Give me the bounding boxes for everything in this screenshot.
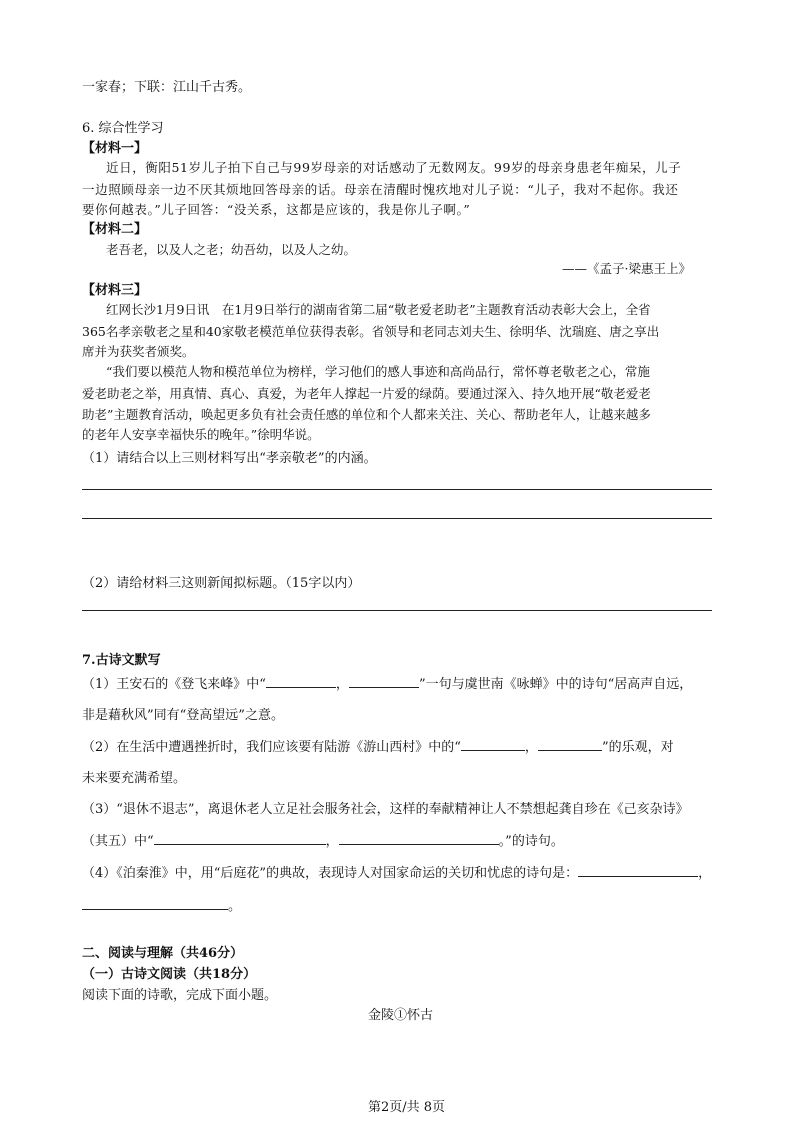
q7-item3-text-c: ， [325, 834, 339, 849]
q7-item3-line1: （3）“退休不退志”，离退休老人立足社会服务社会，这样的奉献精神让人不禁想起龚自珍在《己亥杂诗》 [82, 802, 689, 817]
material2-source: ——《孟子·梁惠王上》 [562, 261, 691, 276]
material3-line-1: 红网长沙1月9日讯 在1月9日举行的湖南省第二届“敬老爱老助老”主题教育活动表彰大会上，全省 [106, 302, 651, 317]
material3-label: 【材料三】 [82, 283, 148, 298]
q7-item1-text-b: ， [335, 677, 349, 692]
section2-instruction: 阅读下面的诗歌，完成下面小题。 [82, 988, 278, 1003]
q7-item4-line1 [82, 862, 711, 881]
material1-line-2: 一边照顾母亲一边不厌其烦地回答母亲的话。母亲在清醒时愧疚地对儿子说：“儿子，我对不起你。我还 [82, 182, 679, 197]
material3-line-5: 爱老助老之举，用真情、真心、真爱，为老年人撑起一片爱的绿荫。要通过深入、持久地开展“敬老爱老 [82, 386, 651, 401]
fill-blank[interactable] [154, 832, 326, 845]
q7-item4-text-b: ， [698, 866, 712, 881]
fill-blank[interactable] [349, 675, 419, 688]
q7-item2-text-b: ， [524, 740, 538, 755]
q7-item4-text-c: 。 [228, 899, 242, 914]
q7-item1-line2: 非是藉秋风”同有“登高望远”之意。 [82, 708, 284, 723]
poem-title: 金陵①怀古 [368, 1008, 434, 1023]
material1-line-1: 近日，衡阳51岁儿子拍下自己与99岁母亲的对话感动了无数网友。99岁的母亲身患老年痴呆，儿子 [106, 160, 682, 175]
fill-blank[interactable] [461, 738, 525, 751]
material3-line-2: 365名孝亲敬老之星和40家敬老模范单位获得表彰。省领导和老同志刘夫生、徐明华、沈瑞庭、唐之享出 [82, 324, 660, 339]
top-line: 一家春；下联：江山千古秀。 [82, 80, 252, 95]
q7-item2-line1 [82, 736, 674, 755]
q7-item3-text-b: （其五）中“ [82, 834, 154, 849]
answer-line[interactable] [82, 489, 712, 490]
material2-text: 老吾老，以及人之老；幼吾幼，以及人之幼。 [106, 242, 357, 257]
fill-blank[interactable] [578, 864, 698, 877]
material3-line-3: 席并为获奖者颁奖。 [82, 344, 195, 359]
fill-blank[interactable] [538, 738, 602, 751]
section2-subtitle: （一）古诗文阅读（共18分） [82, 967, 257, 982]
q7-item2-text-c: ”的乐观，对 [601, 740, 674, 755]
q7-item4-text-a: （4）《泊秦淮》中，用“后庭花”的典故，表现诗人对国家命运的关切和忧虑的诗句是： [82, 866, 579, 881]
q7-item4-line2 [82, 895, 241, 914]
q7-item3-line2 [82, 830, 564, 849]
page-number: 第2页/共 8页 [368, 1100, 446, 1115]
q7-item1-line1 [82, 673, 692, 692]
fill-blank[interactable] [266, 675, 336, 688]
q6-sub1: （1）请结合以上三则材料写出“孝亲敬老”的内涵。 [82, 451, 377, 466]
answer-line[interactable] [82, 610, 712, 611]
q6-title: 6. 综合性学习 [82, 121, 164, 136]
q7-item1-text-a: （1）王安石的《登飞来峰》中“ [82, 677, 266, 692]
material1-label: 【材料一】 [82, 141, 148, 156]
fill-blank[interactable] [82, 897, 228, 910]
q7-item1-text-c: ”一句与虞世南《咏蝉》中的诗句“居高声自远， [418, 677, 693, 692]
answer-line[interactable] [82, 518, 712, 519]
q7-item2-text-a: （2）在生活中遭遇挫折时，我们应该要有陆游《游山西村》中的“ [82, 740, 461, 755]
section2-title: 二、阅读与理解（共46分） [82, 946, 244, 961]
fill-blank[interactable] [339, 832, 499, 845]
material3-line-7: 的老年人安享幸福快乐的晚年。”徐明华说。 [82, 427, 320, 442]
material3-line-6: 助老”主题教育活动，唤起更多负有社会责任感的单位和个人都来关注、关心、帮助老年人，让越来越多 [82, 407, 651, 422]
q7-title: 7.古诗文默写 [82, 653, 161, 668]
material3-line-4: “我们要以模范人物和模范单位为榜样，学习他们的感人事迹和高尚品行，常怀尊老敬老之心，常施 [106, 364, 650, 379]
material2-label: 【材料二】 [82, 222, 148, 237]
material1-line-3: 要你何越表。”儿子回答：“没关系，这都是应该的，我是你儿子啊。” [82, 202, 471, 217]
q7-item3-text-d: 。”的诗句。 [498, 834, 564, 849]
q6-sub2: （2）请给材料三这则新闻拟标题。（15字以内） [82, 576, 361, 591]
q7-item2-line2: 未来要充满希望。 [82, 771, 187, 786]
